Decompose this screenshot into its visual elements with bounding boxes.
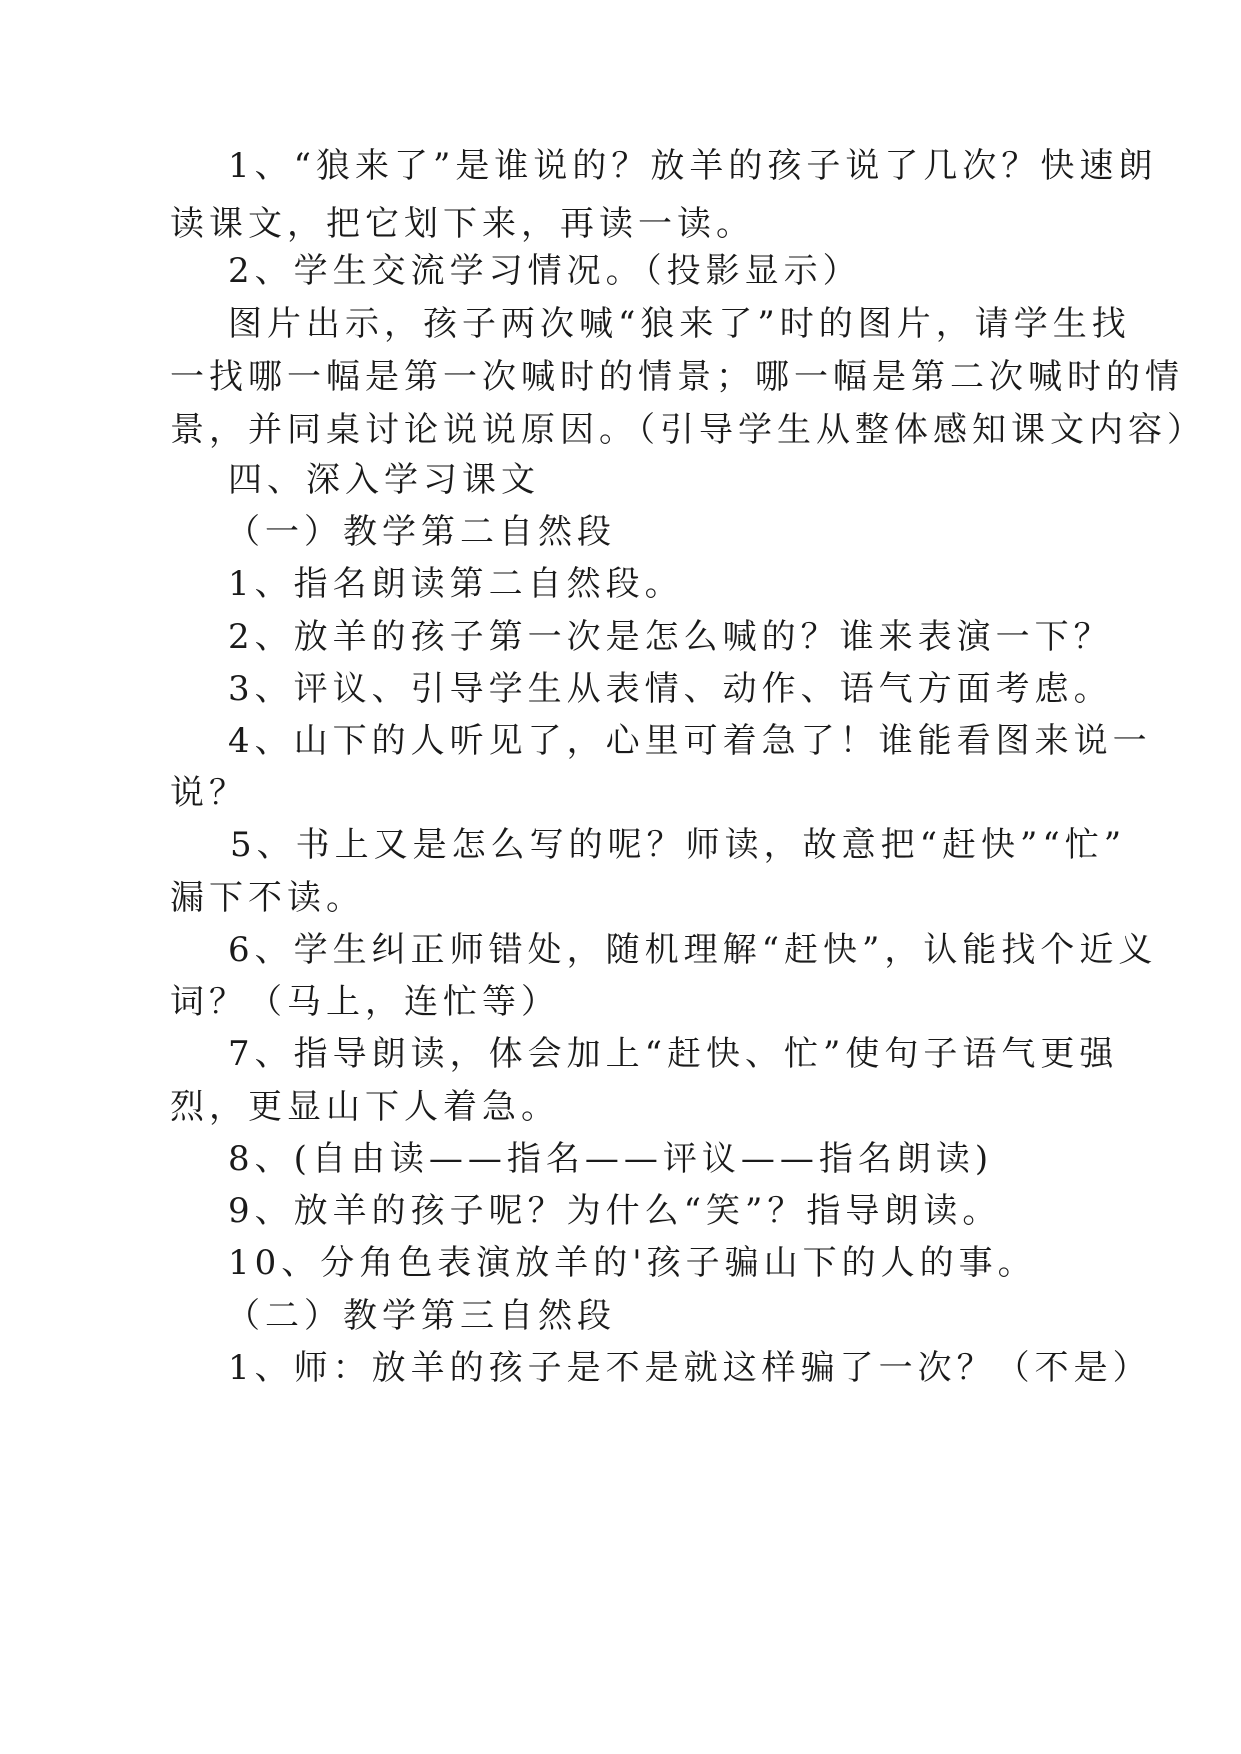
text-line: 7、指导朗读，体会加上“赶快、忙”使句子语气更强 — [228, 1034, 1119, 1074]
text-line: 图片出示，孩子两次喊“狼来了”时的图片，请学生找 — [228, 304, 1131, 344]
text-line: 6、学生纠正师错处，随机理解“赶快”，认能找个近义 — [228, 930, 1158, 970]
text-line: 9、放羊的孩子呢？为什么“笑”？指导朗读。 — [228, 1191, 1002, 1231]
text-line: 1、师：放羊的孩子是不是就这样骗了一次？（不是） — [228, 1348, 1152, 1388]
text-line: 词？（马上，连忙等） — [170, 982, 560, 1022]
text-line: 读课文，把它划下来，再读一读。 — [170, 204, 755, 244]
text-line: （一）教学第二自然段 — [226, 512, 616, 552]
text-line: 10、分角色表演放羊的'孩子骗山下的人的事。 — [228, 1243, 1037, 1283]
text-line: 景，并同桌讨论说说原因。（引导学生从整体感知课文内容） — [170, 410, 1206, 450]
text-line: 3、评议、引导学生从表情、动作、语气方面考虑。 — [228, 669, 1113, 709]
text-line: 四、深入学习课文 — [228, 460, 540, 500]
text-line: 1、指名朗读第二自然段。 — [228, 564, 684, 604]
text-line: 2、学生交流学习情况。（投影显示） — [228, 251, 862, 291]
text-line: 漏下不读。 — [170, 878, 365, 918]
text-line: 2、放羊的孩子第一次是怎么喊的？谁来表演一下？ — [228, 617, 1113, 657]
text-line: 烈，更显山下人着急。 — [170, 1087, 560, 1127]
text-line: 一找哪一幅是第一次喊时的情景；哪一幅是第二次喊时的情 — [170, 357, 1184, 397]
text-line: （二）教学第三自然段 — [226, 1296, 616, 1336]
text-line: 4、山下的人听见了，心里可着急了！谁能看图来说一 — [228, 721, 1152, 761]
text-line: 8、(自由读——指名——评议——指名朗读) — [228, 1139, 994, 1179]
text-line: 1、“狼来了”是谁说的？放羊的孩子说了几次？快速朗 — [228, 146, 1158, 186]
text-line: 5、书上又是怎么写的呢？师读，故意把“赶快”“忙” — [230, 825, 1127, 865]
text-line: 说？ — [170, 773, 248, 813]
